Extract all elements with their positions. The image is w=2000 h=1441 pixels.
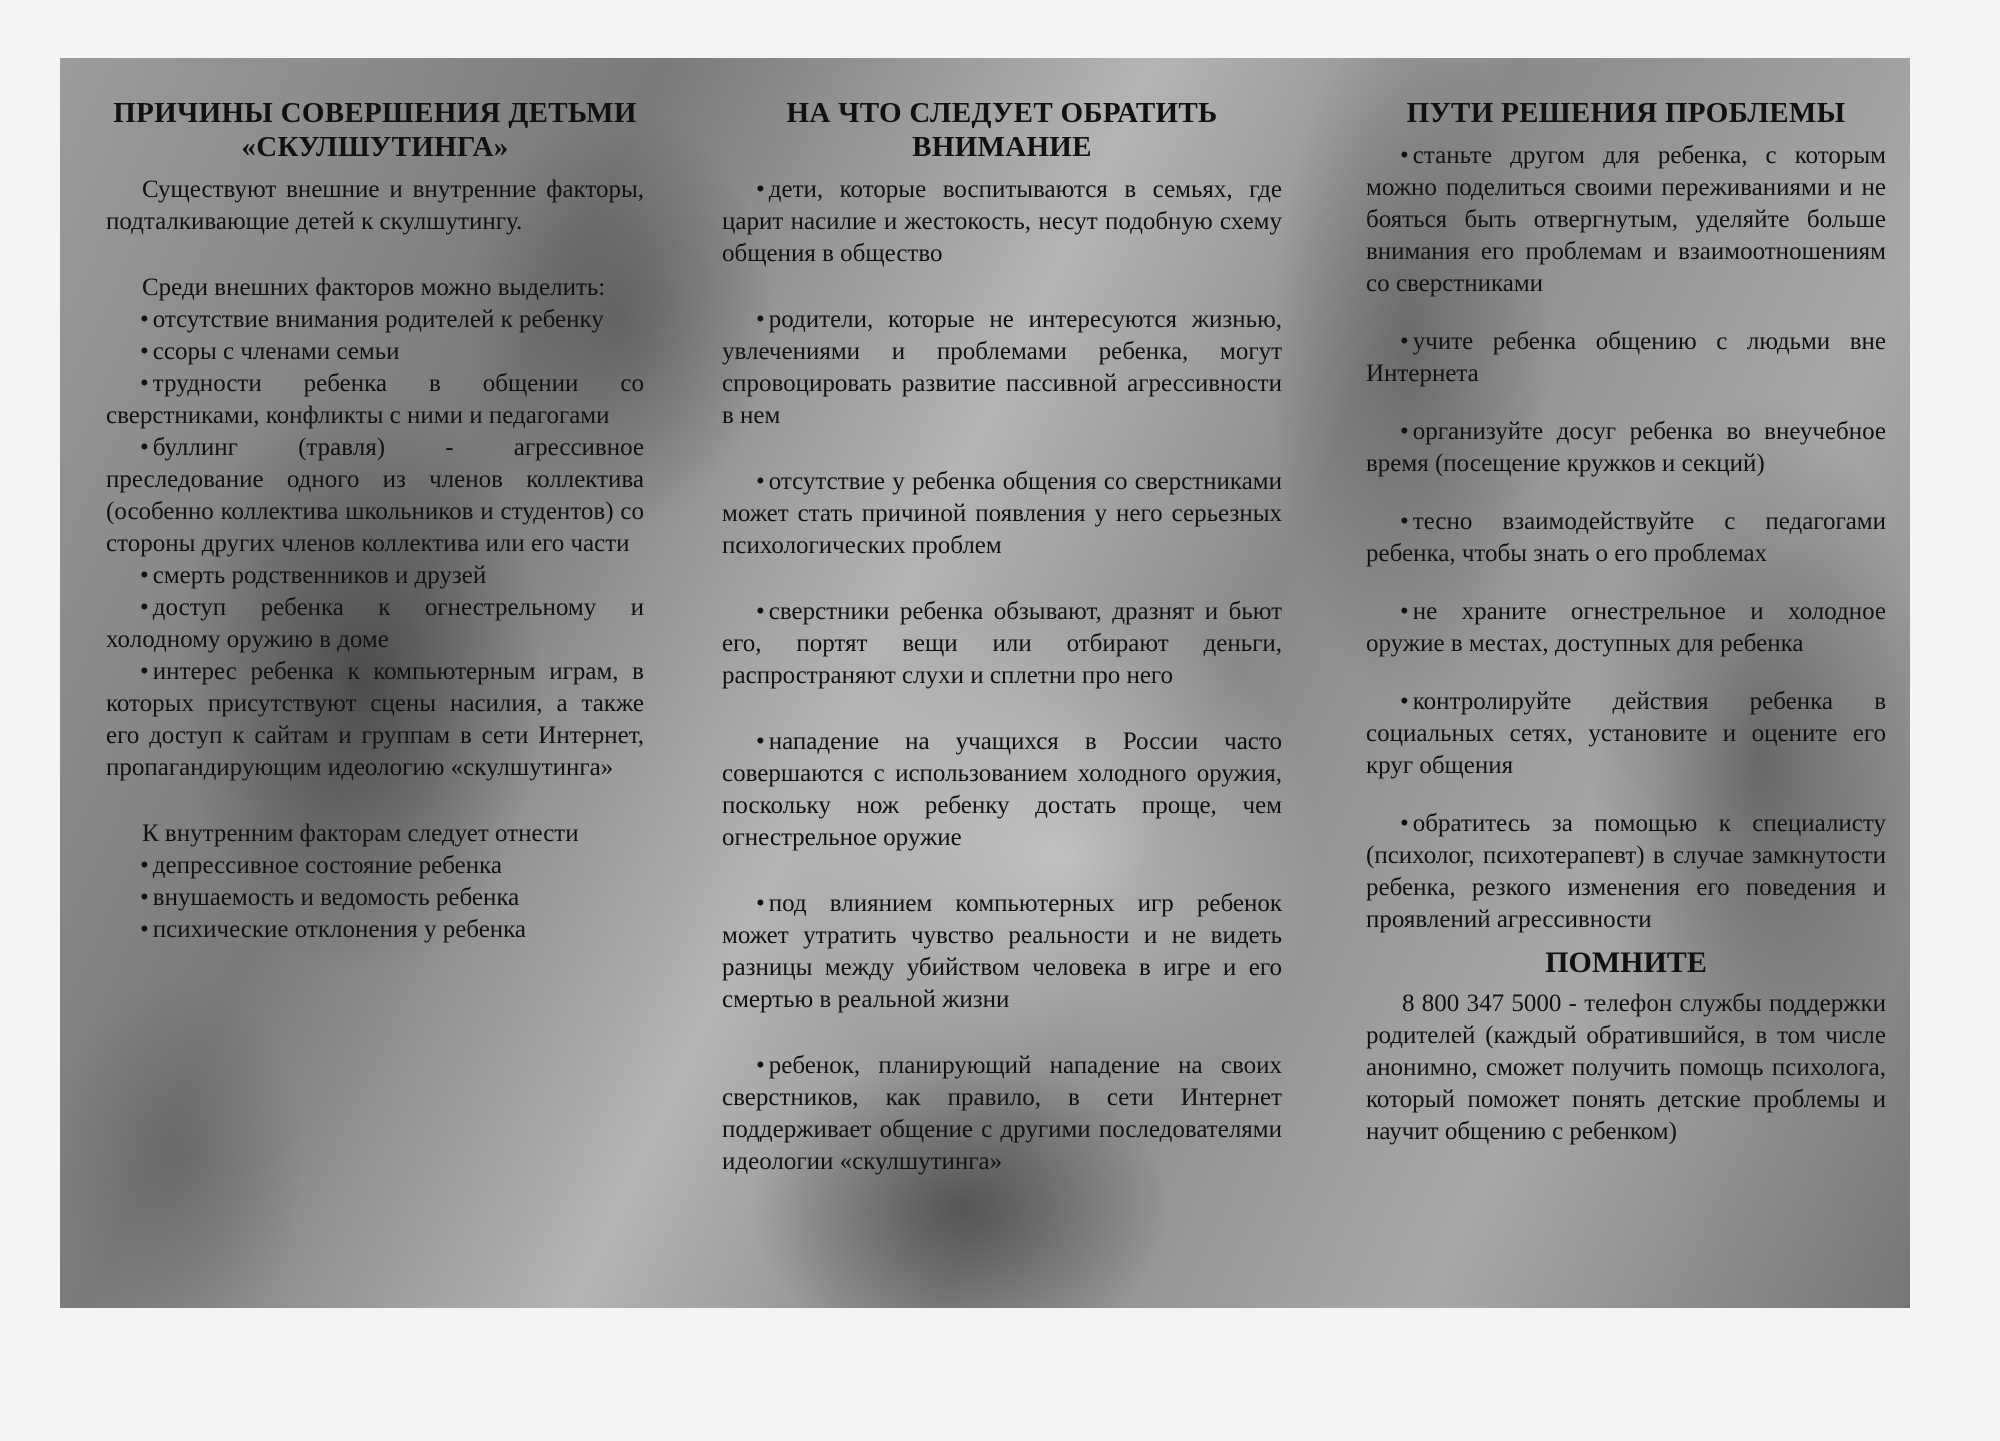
solution-item: • учите ребенка общению с людьми вне Интернета: [1366, 326, 1886, 390]
solution-item: • обратитесь за помощью к специалисту (психолог, психотерапевт) в случае замкнутости ребенка, резкого изменения его поведения и проявлений агрессивности: [1366, 808, 1886, 936]
hotline-text: 8 800 347 5000 - телефон службы поддержки родителей (каждый обратившийся, в том числе анонимно, сможет получить помощь психолога, который поможет понять детские проблемы и научит общению с ребенком): [1366, 990, 1886, 1145]
attention-item: • сверстники ребенка обзывают, дразнят и бьют его, портят вещи или отбирают деньги, распространяют слухи и сплетни про него: [722, 596, 1282, 692]
internal-item: • психические отклонения у ребенка: [106, 914, 644, 946]
brochure-sheet: [60, 58, 1910, 1308]
solutions-title: ПУТИ РЕШЕНИЯ ПРОБЛЕМЫ: [1406, 97, 1846, 129]
solution-item: • организуйте досуг ребенка во внеучебное время (посещение кружков и секций): [1366, 416, 1886, 480]
causes-intro: Существуют внешние и внутренние факторы, подталкивающие детей к скулшутингу.: [106, 176, 644, 235]
solution-item: • не храните огнестрельное и холодное оружие в местах, доступных для ребенка: [1366, 596, 1886, 660]
causes-title: ПРИЧИНЫ СОВЕРШЕНИЯ ДЕТЬМИ «СКУЛШУТИНГА»: [113, 97, 637, 163]
internal-item: • депрессивное состояние ребенка: [106, 850, 644, 882]
attention-item: • родители, которые не интересуются жизнью, увлечениями и проблемами ребенка, могут спровоцировать развитие пассивной агрессивности в нем: [722, 304, 1282, 432]
external-item: • смерть родственников и друзей: [106, 560, 644, 592]
external-item: • трудности ребенка в общении со сверстниками, конфликты с ними и педагогами: [106, 368, 644, 432]
attention-item: • ребенок, планирующий нападение на своих сверстников, как правило, в сети Интернет поддерживает общение с другими последователями идеологии «скулшутинга»: [722, 1050, 1282, 1178]
external-item: • ссоры с членами семьи: [106, 336, 644, 368]
attention-title: НА ЧТО СЛЕДУЕТ ОБРАТИТЬ ВНИМАНИЕ: [786, 97, 1218, 163]
internal-intro: К внутренним факторам следует отнести: [142, 820, 579, 847]
solution-item: • станьте другом для ребенка, с которым можно поделиться своими переживаниями и не бояться быть отвергнутым, уделяйте больше внимания его проблемам и взаимоотношениям со сверстниками: [1366, 140, 1886, 300]
external-item: • буллинг (травля) - агрессивное преследование одного из членов коллектива (особенно коллектива школьников и студентов) со стороны других членов коллектива или его части: [106, 432, 644, 560]
attention-item: • нападение на учащихся в России часто совершаются с использованием холодного оружия, поскольку нож ребенку достать проще, чем огнестрельное оружие: [722, 726, 1282, 854]
external-item: • интерес ребенка к компьютерным играм, в которых присутствуют сцены насилия, а также его доступ к сайтам и группам в сети Интернет, пропагандирующим идеологию «скулшутинга»: [106, 656, 644, 784]
column-causes: [106, 96, 644, 946]
column-solutions: [1366, 96, 1886, 1148]
external-item: • доступ ребенка к огнестрельному и холодному оружию в доме: [106, 592, 644, 656]
column-attention: [722, 96, 1282, 1178]
external-item: • отсутствие внимания родителей к ребенку: [106, 304, 644, 336]
solution-item: • контролируйте действия ребенка в социальных сетях, установите и оцените его круг общения: [1366, 686, 1886, 782]
remember-title: ПОМНИТЕ: [1545, 946, 1707, 979]
internal-item: • внушаемость и ведомость ребенка: [106, 882, 644, 914]
solution-item: • тесно взаимодействуйте с педагогами ребенка, чтобы знать о его проблемах: [1366, 506, 1886, 570]
external-intro: Среди внешних факторов можно выделить:: [142, 274, 606, 301]
attention-item: • отсутствие у ребенка общения со сверстниками может стать причиной появления у него серьезных психологических проблем: [722, 466, 1282, 562]
attention-item: • дети, которые воспитываются в семьях, где царит насилие и жестокость, несут подобную схему общения в общество: [722, 174, 1282, 270]
attention-item: • под влиянием компьютерных игр ребенок может утратить чувство реальности и не видеть разницы между убийством человека в игре и его смертью в реальной жизни: [722, 888, 1282, 1016]
